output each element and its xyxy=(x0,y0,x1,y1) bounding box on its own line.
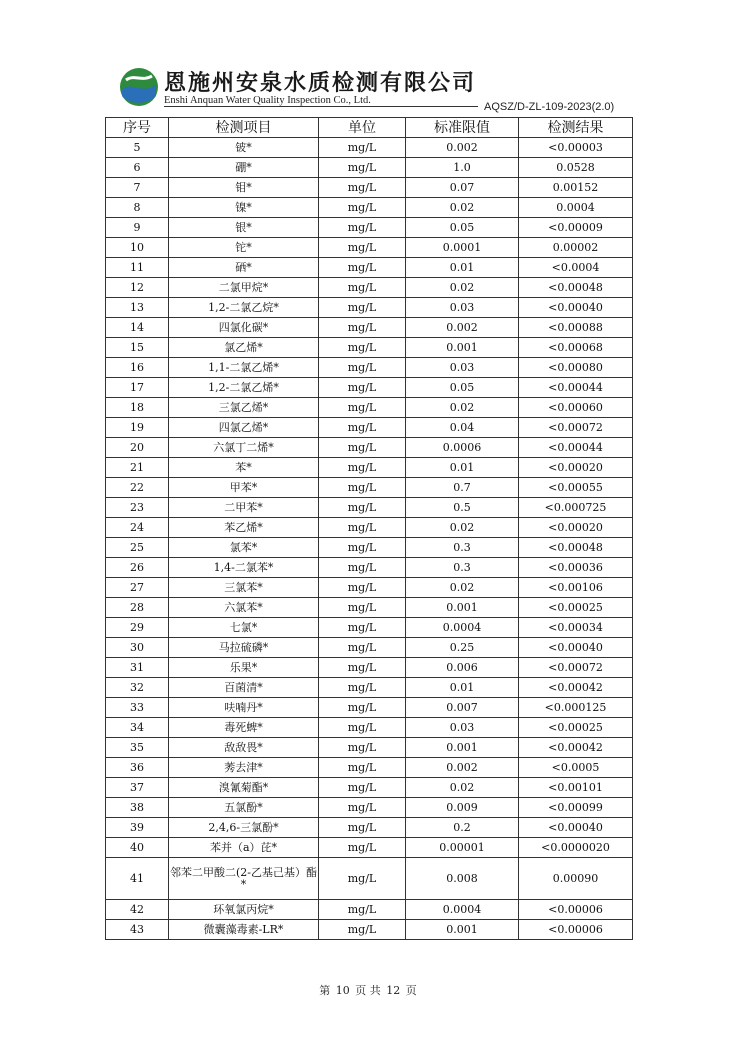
row-no: 25 xyxy=(106,538,169,558)
table-row xyxy=(106,818,633,838)
row-no: 14 xyxy=(106,318,169,338)
row-result: <0.00068 xyxy=(519,338,633,358)
row-standard: 0.002 xyxy=(406,758,519,778)
row-no: 38 xyxy=(106,798,169,818)
row-result: <0.00009 xyxy=(519,218,633,238)
row-result: <0.00101 xyxy=(519,778,633,798)
company-name-en: Enshi Anquan Water Quality Inspection Co., Ltd. xyxy=(164,95,371,106)
row-standard: 0.02 xyxy=(406,198,519,218)
row-standard: 0.006 xyxy=(406,658,519,678)
row-no: 7 xyxy=(106,178,169,198)
row-result: 0.0528 xyxy=(519,158,633,178)
row-unit: mg/L xyxy=(319,198,406,218)
row-no: 36 xyxy=(106,758,169,778)
row-no: 9 xyxy=(106,218,169,238)
row-unit: mg/L xyxy=(319,438,406,458)
table-row xyxy=(106,378,633,398)
row-unit: mg/L xyxy=(319,218,406,238)
row-item: 莠去津* xyxy=(169,758,319,778)
header-standard: 标准限值 xyxy=(406,118,519,138)
table-row xyxy=(106,398,633,418)
row-result: <0.00044 xyxy=(519,378,633,398)
row-no: 20 xyxy=(106,438,169,458)
row-unit: mg/L xyxy=(319,618,406,638)
row-standard: 0.0006 xyxy=(406,438,519,458)
row-standard: 0.05 xyxy=(406,218,519,238)
row-item: 1,2-二氯乙烯* xyxy=(169,378,319,398)
row-no: 28 xyxy=(106,598,169,618)
footer-suffix: 页 xyxy=(405,984,417,997)
row-result: <0.00044 xyxy=(519,438,633,458)
table-row xyxy=(106,858,633,900)
row-standard: 0.00001 xyxy=(406,838,519,858)
row-item: 四氯化碳* xyxy=(169,318,319,338)
row-unit: mg/L xyxy=(319,178,406,198)
row-unit: mg/L xyxy=(319,798,406,818)
table-row xyxy=(106,698,633,718)
row-item: 钼* xyxy=(169,178,319,198)
page-footer xyxy=(0,982,736,998)
row-standard: 0.05 xyxy=(406,378,519,398)
row-unit: mg/L xyxy=(319,678,406,698)
row-item: 马拉硫磷* xyxy=(169,638,319,658)
row-unit: mg/L xyxy=(319,418,406,438)
table-row xyxy=(106,338,633,358)
table-row xyxy=(106,920,633,940)
row-unit: mg/L xyxy=(319,358,406,378)
row-no: 13 xyxy=(106,298,169,318)
row-unit: mg/L xyxy=(319,278,406,298)
row-item: 镍* xyxy=(169,198,319,218)
table-row xyxy=(106,278,633,298)
row-result: <0.00042 xyxy=(519,738,633,758)
row-item: 甲苯* xyxy=(169,478,319,498)
row-no: 34 xyxy=(106,718,169,738)
footer-prefix: 第 xyxy=(319,984,331,997)
row-no: 8 xyxy=(106,198,169,218)
row-result: <0.00072 xyxy=(519,418,633,438)
row-result: <0.00072 xyxy=(519,658,633,678)
row-unit: mg/L xyxy=(319,838,406,858)
row-standard: 0.0004 xyxy=(406,618,519,638)
row-no: 22 xyxy=(106,478,169,498)
row-standard: 0.009 xyxy=(406,798,519,818)
row-result: <0.00025 xyxy=(519,718,633,738)
row-unit: mg/L xyxy=(319,478,406,498)
row-standard: 0.0004 xyxy=(406,900,519,920)
row-standard: 0.03 xyxy=(406,358,519,378)
table-row xyxy=(106,838,633,858)
row-standard: 0.5 xyxy=(406,498,519,518)
row-unit: mg/L xyxy=(319,598,406,618)
row-no: 18 xyxy=(106,398,169,418)
table-row xyxy=(106,718,633,738)
row-unit: mg/L xyxy=(319,718,406,738)
row-no: 41 xyxy=(106,858,169,900)
row-item: 环氧氯丙烷* xyxy=(169,900,319,920)
row-no: 37 xyxy=(106,778,169,798)
table-header-row xyxy=(106,118,633,138)
footer-total: 12 xyxy=(386,984,401,997)
results-table xyxy=(105,117,633,940)
row-result: <0.0005 xyxy=(519,758,633,778)
table-row xyxy=(106,238,633,258)
table-row xyxy=(106,598,633,618)
table-row xyxy=(106,618,633,638)
header-unit: 单位 xyxy=(319,118,406,138)
row-result: <0.0000020 xyxy=(519,838,633,858)
row-no: 5 xyxy=(106,138,169,158)
document-number: AQSZ/D-ZL-109-2023(2.0) xyxy=(484,101,615,113)
row-no: 21 xyxy=(106,458,169,478)
header-no: 序号 xyxy=(106,118,169,138)
row-result: <0.00020 xyxy=(519,518,633,538)
row-item: 2,4,6-三氯酚* xyxy=(169,818,319,838)
row-item: 苯并（a）芘* xyxy=(169,838,319,858)
row-standard: 0.002 xyxy=(406,318,519,338)
row-result: 0.00090 xyxy=(519,858,633,900)
row-unit: mg/L xyxy=(319,298,406,318)
row-no: 26 xyxy=(106,558,169,578)
table-row xyxy=(106,498,633,518)
table-row xyxy=(106,478,633,498)
row-result: <0.00055 xyxy=(519,478,633,498)
row-no: 24 xyxy=(106,518,169,538)
row-unit: mg/L xyxy=(319,858,406,900)
row-item: 1,1-二氯乙烯* xyxy=(169,358,319,378)
row-no: 39 xyxy=(106,818,169,838)
row-standard: 0.02 xyxy=(406,778,519,798)
header-rule xyxy=(164,106,478,107)
row-standard: 0.03 xyxy=(406,298,519,318)
row-result: 0.0004 xyxy=(519,198,633,218)
header-item: 检测项目 xyxy=(169,118,319,138)
row-standard: 0.02 xyxy=(406,518,519,538)
table-row xyxy=(106,900,633,920)
table-row xyxy=(106,198,633,218)
row-standard: 0.7 xyxy=(406,478,519,498)
table-row xyxy=(106,218,633,238)
row-item: 乐果* xyxy=(169,658,319,678)
row-standard: 0.2 xyxy=(406,818,519,838)
row-no: 33 xyxy=(106,698,169,718)
row-unit: mg/L xyxy=(319,318,406,338)
row-item: 硒* xyxy=(169,258,319,278)
row-standard: 0.3 xyxy=(406,538,519,558)
row-standard: 0.001 xyxy=(406,738,519,758)
row-no: 27 xyxy=(106,578,169,598)
row-item: 铍* xyxy=(169,138,319,158)
row-unit: mg/L xyxy=(319,658,406,678)
row-item: 三氯乙烯* xyxy=(169,398,319,418)
row-item: 邻苯二甲酸二(2-乙基己基）酯* xyxy=(169,858,319,900)
row-unit: mg/L xyxy=(319,778,406,798)
row-no: 15 xyxy=(106,338,169,358)
row-result: <0.000125 xyxy=(519,698,633,718)
table-row xyxy=(106,298,633,318)
row-item: 硼* xyxy=(169,158,319,178)
row-result: <0.00099 xyxy=(519,798,633,818)
row-unit: mg/L xyxy=(319,458,406,478)
row-standard: 0.04 xyxy=(406,418,519,438)
row-unit: mg/L xyxy=(319,158,406,178)
row-item: 呋喃丹* xyxy=(169,698,319,718)
row-no: 10 xyxy=(106,238,169,258)
table-row xyxy=(106,418,633,438)
table-row xyxy=(106,538,633,558)
table-row xyxy=(106,158,633,178)
row-item: 七氯* xyxy=(169,618,319,638)
row-result: <0.00025 xyxy=(519,598,633,618)
row-no: 11 xyxy=(106,258,169,278)
table-body xyxy=(106,138,633,940)
row-item: 二甲苯* xyxy=(169,498,319,518)
row-no: 29 xyxy=(106,618,169,638)
row-result: <0.00040 xyxy=(519,298,633,318)
table-row xyxy=(106,178,633,198)
row-item: 苯* xyxy=(169,458,319,478)
table-row xyxy=(106,138,633,158)
footer-middle: 页 共 xyxy=(355,984,381,997)
row-result: <0.00048 xyxy=(519,278,633,298)
row-item: 百菌清* xyxy=(169,678,319,698)
row-unit: mg/L xyxy=(319,818,406,838)
row-result: 0.00002 xyxy=(519,238,633,258)
row-result: <0.00042 xyxy=(519,678,633,698)
row-item: 六氯苯* xyxy=(169,598,319,618)
row-result: <0.00088 xyxy=(519,318,633,338)
table-row xyxy=(106,258,633,278)
row-result: <0.00034 xyxy=(519,618,633,638)
row-item: 微囊藻毒素-LR* xyxy=(169,920,319,940)
row-standard: 0.25 xyxy=(406,638,519,658)
row-standard: 0.01 xyxy=(406,258,519,278)
row-unit: mg/L xyxy=(319,138,406,158)
row-item: 苯乙烯* xyxy=(169,518,319,538)
table-row xyxy=(106,658,633,678)
row-item: 六氯丁二烯* xyxy=(169,438,319,458)
table-row xyxy=(106,358,633,378)
row-standard: 0.02 xyxy=(406,578,519,598)
row-standard: 1.0 xyxy=(406,158,519,178)
company-name-cn: 恩施州安泉水质检测有限公司 xyxy=(164,70,477,96)
water-drop-logo-icon xyxy=(118,66,160,108)
row-item: 银* xyxy=(169,218,319,238)
row-item: 1,4-二氯苯* xyxy=(169,558,319,578)
row-item: 四氯乙烯* xyxy=(169,418,319,438)
row-unit: mg/L xyxy=(319,558,406,578)
row-no: 6 xyxy=(106,158,169,178)
row-item: 三氯苯* xyxy=(169,578,319,598)
table-row xyxy=(106,438,633,458)
row-standard: 0.007 xyxy=(406,698,519,718)
row-standard: 0.001 xyxy=(406,920,519,940)
row-item: 铊* xyxy=(169,238,319,258)
row-item: 二氯甲烷* xyxy=(169,278,319,298)
row-standard: 0.07 xyxy=(406,178,519,198)
row-result: <0.00036 xyxy=(519,558,633,578)
row-no: 42 xyxy=(106,900,169,920)
row-standard: 0.01 xyxy=(406,678,519,698)
row-no: 32 xyxy=(106,678,169,698)
row-no: 40 xyxy=(106,838,169,858)
table-row xyxy=(106,778,633,798)
table-row xyxy=(106,558,633,578)
row-standard: 0.002 xyxy=(406,138,519,158)
row-standard: 0.0001 xyxy=(406,238,519,258)
row-no: 16 xyxy=(106,358,169,378)
table-row xyxy=(106,798,633,818)
row-unit: mg/L xyxy=(319,238,406,258)
row-unit: mg/L xyxy=(319,398,406,418)
row-result: <0.00006 xyxy=(519,900,633,920)
row-no: 43 xyxy=(106,920,169,940)
row-unit: mg/L xyxy=(319,638,406,658)
row-unit: mg/L xyxy=(319,498,406,518)
row-result: <0.0004 xyxy=(519,258,633,278)
row-standard: 0.008 xyxy=(406,858,519,900)
row-result: 0.00152 xyxy=(519,178,633,198)
row-unit: mg/L xyxy=(319,900,406,920)
header-result: 检测结果 xyxy=(519,118,633,138)
row-item: 敌敌畏* xyxy=(169,738,319,758)
table-row xyxy=(106,638,633,658)
row-unit: mg/L xyxy=(319,338,406,358)
table-row xyxy=(106,318,633,338)
row-result: <0.00020 xyxy=(519,458,633,478)
row-standard: 0.02 xyxy=(406,278,519,298)
row-result: <0.00006 xyxy=(519,920,633,940)
row-unit: mg/L xyxy=(319,738,406,758)
row-unit: mg/L xyxy=(319,578,406,598)
row-result: <0.00040 xyxy=(519,638,633,658)
row-item: 毒死蜱* xyxy=(169,718,319,738)
row-standard: 0.001 xyxy=(406,598,519,618)
row-standard: 0.02 xyxy=(406,398,519,418)
row-no: 23 xyxy=(106,498,169,518)
row-unit: mg/L xyxy=(319,378,406,398)
footer-page: 10 xyxy=(335,984,350,997)
row-item: 五氯酚* xyxy=(169,798,319,818)
row-unit: mg/L xyxy=(319,698,406,718)
row-no: 35 xyxy=(106,738,169,758)
table-row xyxy=(106,758,633,778)
row-item: 氯乙烯* xyxy=(169,338,319,358)
row-item: 溴氰菊酯* xyxy=(169,778,319,798)
row-unit: mg/L xyxy=(319,538,406,558)
table-row xyxy=(106,738,633,758)
row-standard: 0.3 xyxy=(406,558,519,578)
row-result: <0.00060 xyxy=(519,398,633,418)
row-result: <0.00048 xyxy=(519,538,633,558)
row-unit: mg/L xyxy=(319,920,406,940)
row-item: 氯苯* xyxy=(169,538,319,558)
row-no: 17 xyxy=(106,378,169,398)
table-row xyxy=(106,518,633,538)
row-result: <0.00003 xyxy=(519,138,633,158)
row-standard: 0.01 xyxy=(406,458,519,478)
table-row xyxy=(106,678,633,698)
row-item: 1,2-二氯乙烷* xyxy=(169,298,319,318)
row-unit: mg/L xyxy=(319,518,406,538)
row-result: <0.00040 xyxy=(519,818,633,838)
row-standard: 0.001 xyxy=(406,338,519,358)
row-result: <0.000725 xyxy=(519,498,633,518)
row-result: <0.00080 xyxy=(519,358,633,378)
row-standard: 0.03 xyxy=(406,718,519,738)
row-no: 31 xyxy=(106,658,169,678)
row-no: 12 xyxy=(106,278,169,298)
row-no: 30 xyxy=(106,638,169,658)
row-no: 19 xyxy=(106,418,169,438)
row-result: <0.00106 xyxy=(519,578,633,598)
table-row xyxy=(106,578,633,598)
row-unit: mg/L xyxy=(319,258,406,278)
table-row xyxy=(106,458,633,478)
row-unit: mg/L xyxy=(319,758,406,778)
